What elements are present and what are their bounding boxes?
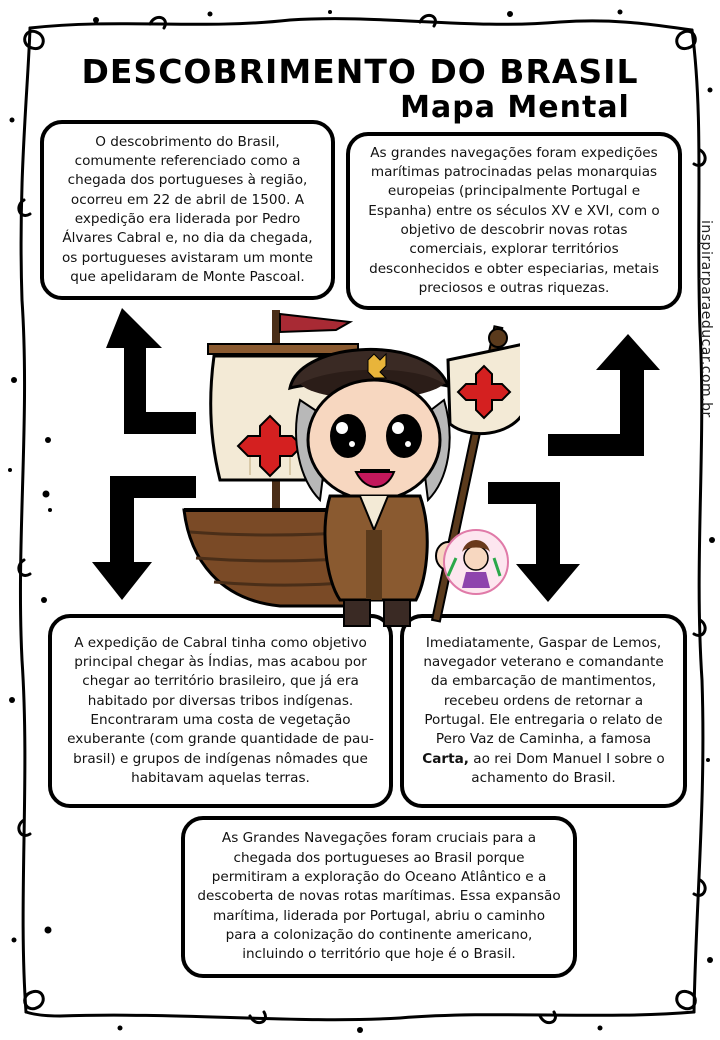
page-title: DESCOBRIMENTO DO BRASIL	[81, 52, 639, 91]
info-box-text: O descobrimento do Brasil, comumente referenciado como a chegada dos portugueses à região, ocorreu em 22 de abril de 1500. A expedição era liderada por Pedro Álvares Cabral e, no dia da chegada, os portugueses avistaram um monte que apelidaram de Monte Pascoal.	[61, 133, 314, 285]
info-box-text	[416, 634, 671, 788]
page-subtitle: Mapa Mental	[400, 90, 630, 125]
info-box-conclusao	[181, 816, 577, 978]
text-part: Imediatamente, Gaspar de Lemos, navegador veterano e comandante da embarcação de mantimentos, recebeu ordens de retornar a Portugal. Ele entregaria o relato de Pero Vaz de Caminha, a famosa	[423, 634, 664, 748]
info-box-gaspar-de-lemos	[400, 614, 687, 808]
info-box-text: A expedição de Cabral tinha como objetivo principal chegar às Índias, mas acabou por chegar ao território brasileiro, que já era habitado por diversas tribos indígenas. Encontraram uma costa de vegetação exuberante (com grande quantidade de pau-brasil) e grupos de indígenas nômades que habitavam aquelas terras.	[67, 634, 374, 786]
info-box-grandes-navegacoes	[346, 132, 682, 310]
brand-badge	[444, 530, 508, 594]
text-part: ao rei Dom Manuel I sobre o achamento do Brasil.	[468, 750, 665, 786]
explorer-ship-illustration	[180, 300, 520, 630]
arrow-up-icon	[540, 330, 660, 460]
info-box-descobrimento	[40, 120, 335, 300]
info-box-text: As Grandes Navegações foram cruciais para a chegada dos portugueses ao Brasil porque permitiram a exploração do Oceano Atlântico e a descoberta de novas rotas marítimas. Essa expansão marítima, liderada por Portugal, abriu o caminho para a colonização do continente americano, incluindo o território que hoje é o Brasil.	[197, 830, 561, 963]
carta-bold-text: Carta,	[422, 750, 469, 767]
watermark-text: inspirarparaeducar.com.br	[698, 220, 714, 418]
info-box-expedicao-cabral	[48, 614, 393, 808]
info-box-text: As grandes navegações foram expedições marítimas patrocinadas pelas monarquias europeias (principalmente Portugal e Espanha) entre os séculos XV e XVI, com o objetivo de descobrir novas rotas comerciais, explorar territórios desconhecidos e obter especiarias, metais preciosos e outras riquezas.	[368, 144, 660, 296]
